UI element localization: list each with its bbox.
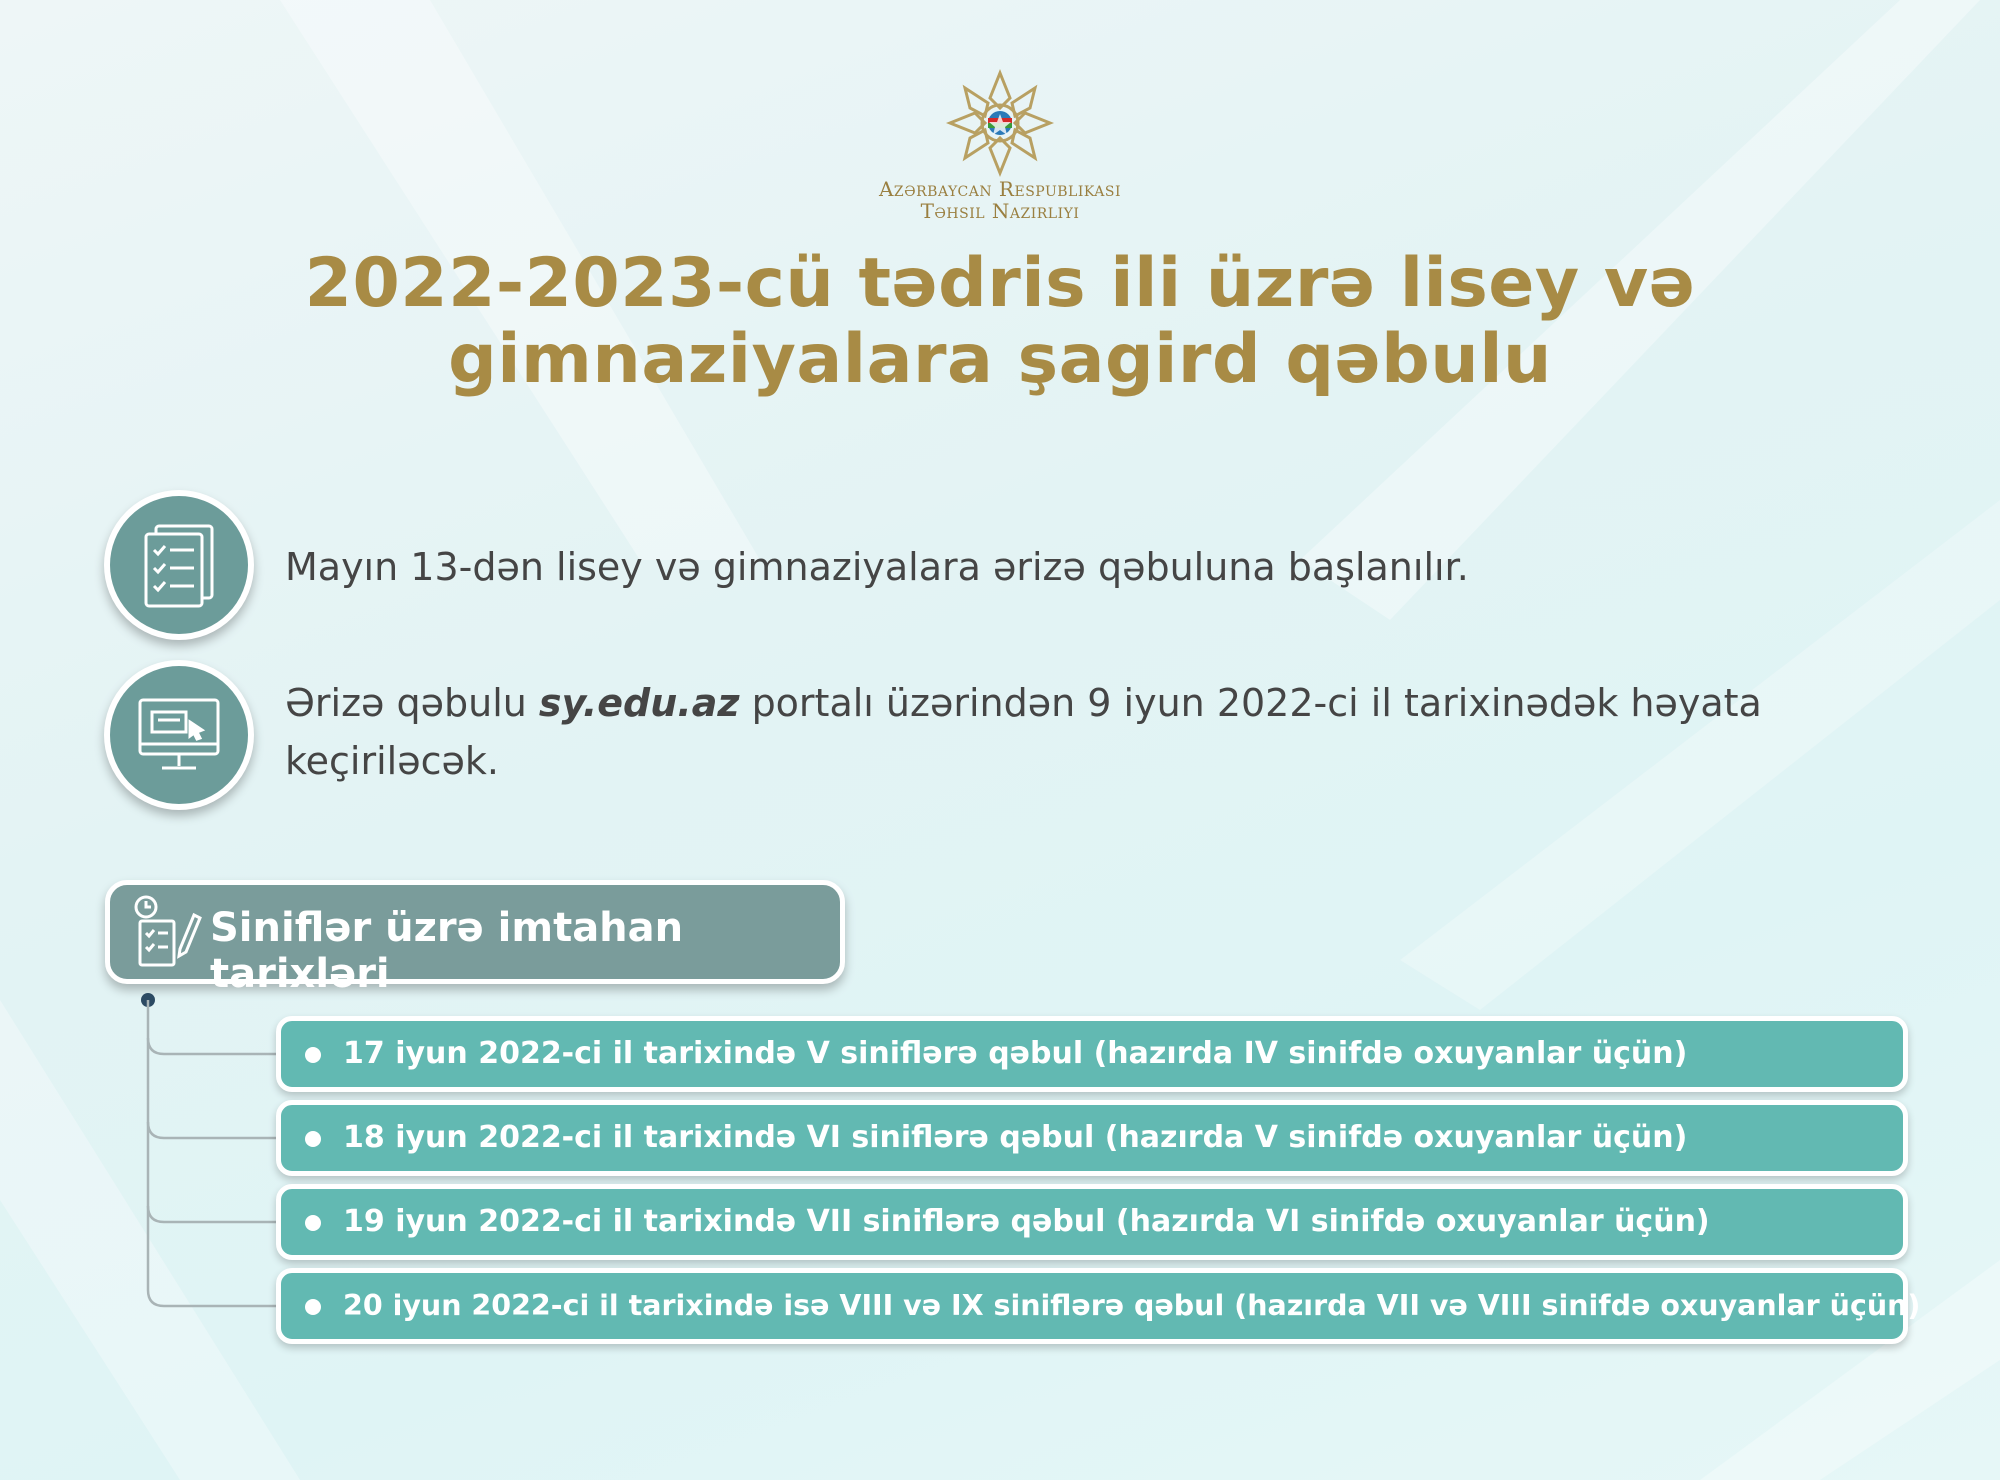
exam-date-text: 19 iyun 2022-ci il tarixində VII siniflərə qəbul (hazırda VI sinifdə oxuyanlar üçün) <box>343 1204 1710 1239</box>
exam-date-text: 17 iyun 2022-ci il tarixində V siniflərə qəbul (hazırda IV sinifdə oxuyanlar üçün) <box>343 1036 1688 1071</box>
exam-dates-heading-text: Siniflər üzrə imtahan tarixləri <box>210 905 684 997</box>
info-portal-text-before: Ərizə qəbulu <box>285 681 539 725</box>
bullet-icon <box>305 1299 321 1315</box>
ministry-name-line2: Təhsil Nazirliyi <box>920 199 1080 223</box>
ministry-name-line1: Azərbaycan Respublikası <box>878 177 1122 201</box>
title-line2: gimnaziyalara şagird qəbulu <box>448 320 1552 399</box>
exam-clipboard-icon <box>130 891 202 971</box>
info-application-portal <box>285 674 1845 790</box>
bullet-icon <box>305 1215 321 1231</box>
ministry-emblem <box>940 68 1060 178</box>
info-application-start: Mayın 13-dən lisey və gimnaziyalara ərizə qəbuluna başlanılır. <box>285 545 1469 589</box>
checklist-icon <box>104 490 254 640</box>
exam-date-text: 18 iyun 2022-ci il tarixində VI siniflərə qəbul (hazırda V sinifdə oxuyanlar üçün) <box>343 1120 1688 1155</box>
exam-dates-heading <box>105 880 845 997</box>
ministry-name <box>800 178 1200 222</box>
exam-date-text: 20 iyun 2022-ci il tarixində isə VIII və IX siniflərə qəbul (hazırda VII və VIII sinifdə oxuyanlar üçün) <box>343 1289 1921 1322</box>
bullet-icon <box>305 1131 321 1147</box>
portal-link[interactable]: sy.edu.az <box>538 681 740 725</box>
monitor-icon <box>104 660 254 810</box>
title-line1: 2022-2023-cü tədris ili üzrə lisey və <box>304 244 1696 323</box>
page-title <box>200 246 1800 398</box>
bullet-icon <box>305 1047 321 1063</box>
exam-date-item-2 <box>276 1100 1908 1176</box>
info-portal-text-after: portalı üzərindən 9 iyun 2022-ci il tarixinədək həyata keçiriləcək. <box>285 681 1762 783</box>
exam-date-item-4 <box>276 1268 1921 1344</box>
exam-date-item-1 <box>276 1016 1908 1092</box>
exam-date-item-3 <box>276 1184 1908 1260</box>
